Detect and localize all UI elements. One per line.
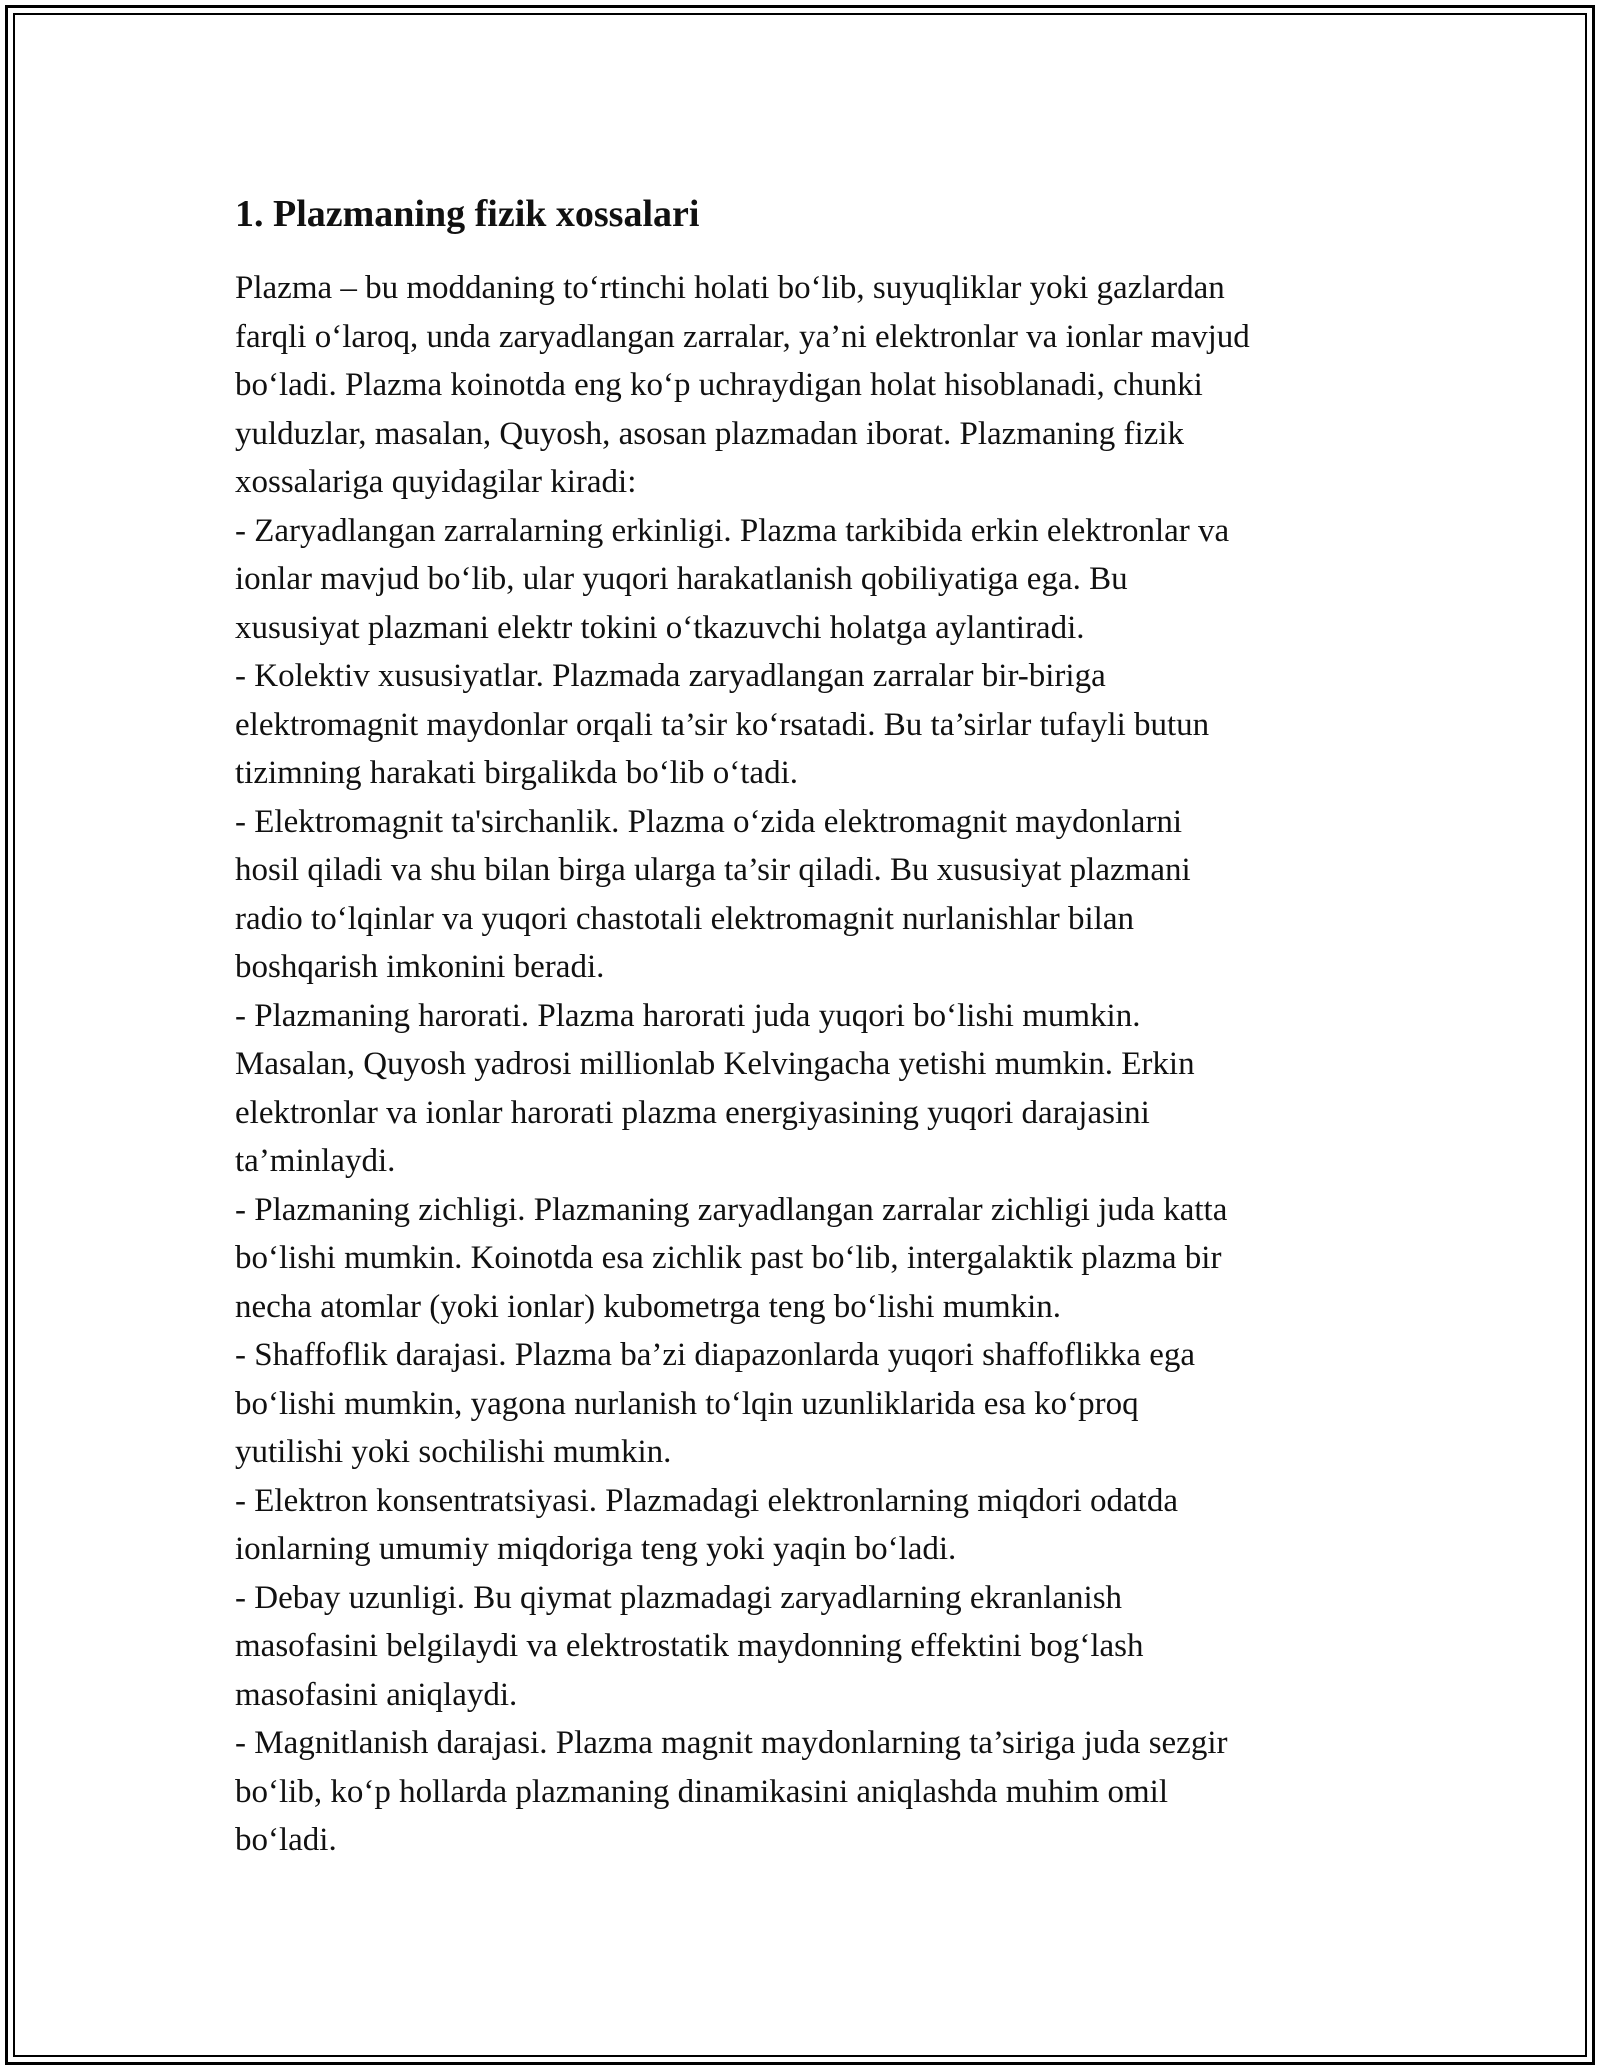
text-line: ionlar mavjud bo‘lib, ular yuqori harakatlanish qobiliyatiga ega. Bu: [235, 561, 1128, 597]
text-line: - Elektromagnit ta'sirchanlik. Plazma o‘zida elektromagnit maydonlarni: [235, 803, 1183, 840]
text-line: xossalariga quyidagilar kiradi:: [235, 464, 637, 500]
text-line: - Zaryadlangan zarralarning erkinligi. Plazma tarkibida erkin elektronlar va: [235, 512, 1230, 549]
text-line: boshqarish imkonini beradi.: [235, 949, 605, 985]
text-line: ionlarning umumiy miqdoriga teng yoki yaqin bo‘ladi.: [235, 1531, 957, 1567]
text-line: Masalan, Quyosh yadrosi millionlab Kelvingacha yetishi mumkin. Erkin: [235, 1046, 1195, 1082]
text-line: - Debay uzunligi. Bu qiymat plazmadagi zaryadlarning ekranlanish: [235, 1579, 1123, 1616]
document-body: [235, 188, 1385, 1865]
text-line: hosil qiladi va shu bilan birga ularga ta’sir qiladi. Bu xususiyat plazmani: [235, 852, 1191, 888]
text-line: - Shaffoflik darajasi. Plazma ba’zi diapazonlarda yuqori shaffoflikka ega: [235, 1337, 1195, 1373]
text-line: - Elektron konsentratsiyasi. Plazmadagi elektronlarning miqdori odatda: [235, 1482, 1178, 1519]
text-line: yulduzlar, masalan, Quyosh, asosan plazmadan iborat. Plazmaning fizik: [235, 415, 1184, 452]
text-line: - Kolektiv xususiyatlar. Plazmada zaryadlangan zarralar bir-biriga: [235, 658, 1106, 694]
section-text: [235, 264, 1385, 1865]
text-line: farqli o‘laroq, unda zaryadlangan zarralar, ya’ni elektronlar va ionlar mavjud: [235, 318, 1250, 355]
text-line: elektromagnit maydonlar orqali ta’sir ko‘rsatadi. Bu ta’sirlar tufayli butun: [235, 706, 1210, 743]
text-line: Plazma – bu moddaning to‘rtinchi holati bo‘lib, suyuqliklar yoki gazlardan: [235, 270, 1225, 306]
text-line: bo‘ladi.: [235, 1822, 337, 1858]
text-line: bo‘lishi mumkin, yagona nurlanish to‘lqin uzunliklarida esa ko‘proq: [235, 1385, 1139, 1422]
text-line: ta’minlaydi.: [235, 1143, 396, 1179]
text-line: elektronlar va ionlar harorati plazma energiyasining yuqori darajasini: [235, 1094, 1150, 1131]
text-line: masofasini aniqlaydi.: [235, 1676, 518, 1713]
text-line: xususiyat plazmani elektr tokini o‘tkazuvchi holatga aylantiradi.: [235, 609, 1085, 646]
text-line: bo‘lib, ko‘p hollarda plazmaning dinamikasini aniqlashda muhim omil: [235, 1773, 1168, 1810]
text-line: - Plazmaning zichligi. Plazmaning zaryadlangan zarralar zichligi juda katta: [235, 1191, 1228, 1228]
text-line: masofasini belgilaydi va elektrostatik maydonning effektini bog‘lash: [235, 1628, 1144, 1664]
text-line: tizimning harakati birgalikda bo‘lib o‘tadi.: [235, 755, 798, 791]
text-line: yutilishi yoki sochilishi mumkin.: [235, 1434, 672, 1470]
section-title: 1. Plazmaning fizik xossalari: [235, 193, 700, 235]
text-line: - Plazmaning harorati. Plazma harorati juda yuqori bo‘lishi mumkin.: [235, 997, 1141, 1034]
text-line: radio to‘lqinlar va yuqori chastotali elektromagnit nurlanishlar bilan: [235, 900, 1134, 937]
text-line: bo‘lishi mumkin. Koinotda esa zichlik past bo‘lib, intergalaktik plazma bir: [235, 1240, 1222, 1276]
text-line: - Magnitlanish darajasi. Plazma magnit maydonlarning ta’siriga juda sezgir: [235, 1725, 1228, 1761]
text-line: necha atomlar (yoki ionlar) kubometrga teng bo‘lishi mumkin.: [235, 1288, 1062, 1325]
text-line: bo‘ladi. Plazma koinotda eng ko‘p uchraydigan holat hisoblanadi, chunki: [235, 367, 1203, 403]
